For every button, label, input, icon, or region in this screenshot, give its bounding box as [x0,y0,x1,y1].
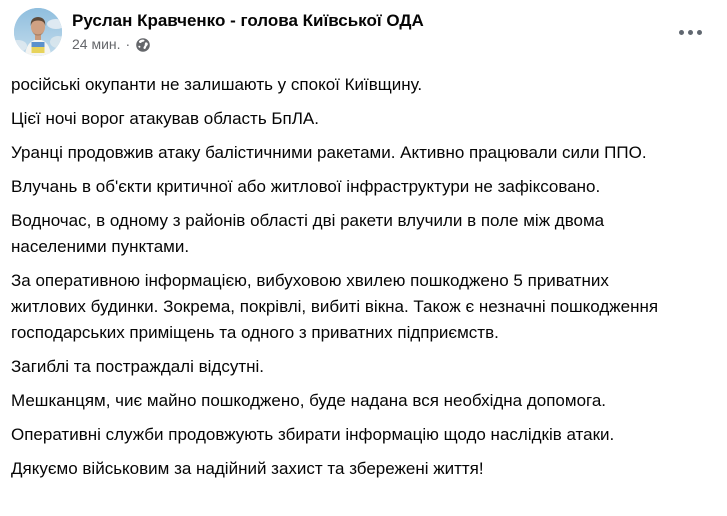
author-name[interactable]: Руслан Кравченко - голова Київської ОДА [72,11,424,30]
post-paragraph: російські окупанти не залишають у спокої Київщину. [11,75,423,94]
avatar[interactable] [14,8,62,56]
post-paragraph: Влучань в об'єкти критичної або житлової інфраструктури не зафіксовано. [11,177,601,196]
post-meta [72,35,424,54]
post-content [0,56,659,482]
timestamp[interactable]: 24 мин. [72,36,121,52]
post-paragraph: Цієї ночі ворог атакував область БпЛА. [11,109,319,128]
avatar-image [14,8,62,56]
more-options-icon [688,30,693,35]
post-header [0,0,727,56]
post-paragraph: Дякуємо військовим за надійний захист та збережені життя! [11,459,484,478]
more-options-button[interactable] [675,24,706,41]
post-paragraph: Водночас, в одному з районів області дві ракети влучили в поле між двома населеними пунктами. [11,211,605,256]
more-options-icon [679,30,684,35]
post-paragraph: Уранці продовжив атаку балістичними ракетами. Активно працювали сили ППО. [11,143,647,162]
header-text [72,8,424,54]
post-paragraph: Мешканцям, чиє майно пошкоджено, буде надана вся необхідна допомога. [11,391,607,410]
post-paragraph: За оперативною інформацією, вибуховою хвилею пошкоджено 5 приватних житлових будинки. Зокрема, покрівлі, вибиті вікна. Також є незначні пошкодження господарських приміщень та одного з приватних підприємств. [11,271,659,342]
globe-icon [135,37,151,53]
post-paragraph: Оперативні служби продовжують збирати інформацію щодо наслідків атаки. [11,425,615,444]
more-options-icon [697,30,702,35]
meta-separator: · [125,36,131,52]
post-paragraph: Загиблі та постраждалі відсутні. [11,357,265,376]
